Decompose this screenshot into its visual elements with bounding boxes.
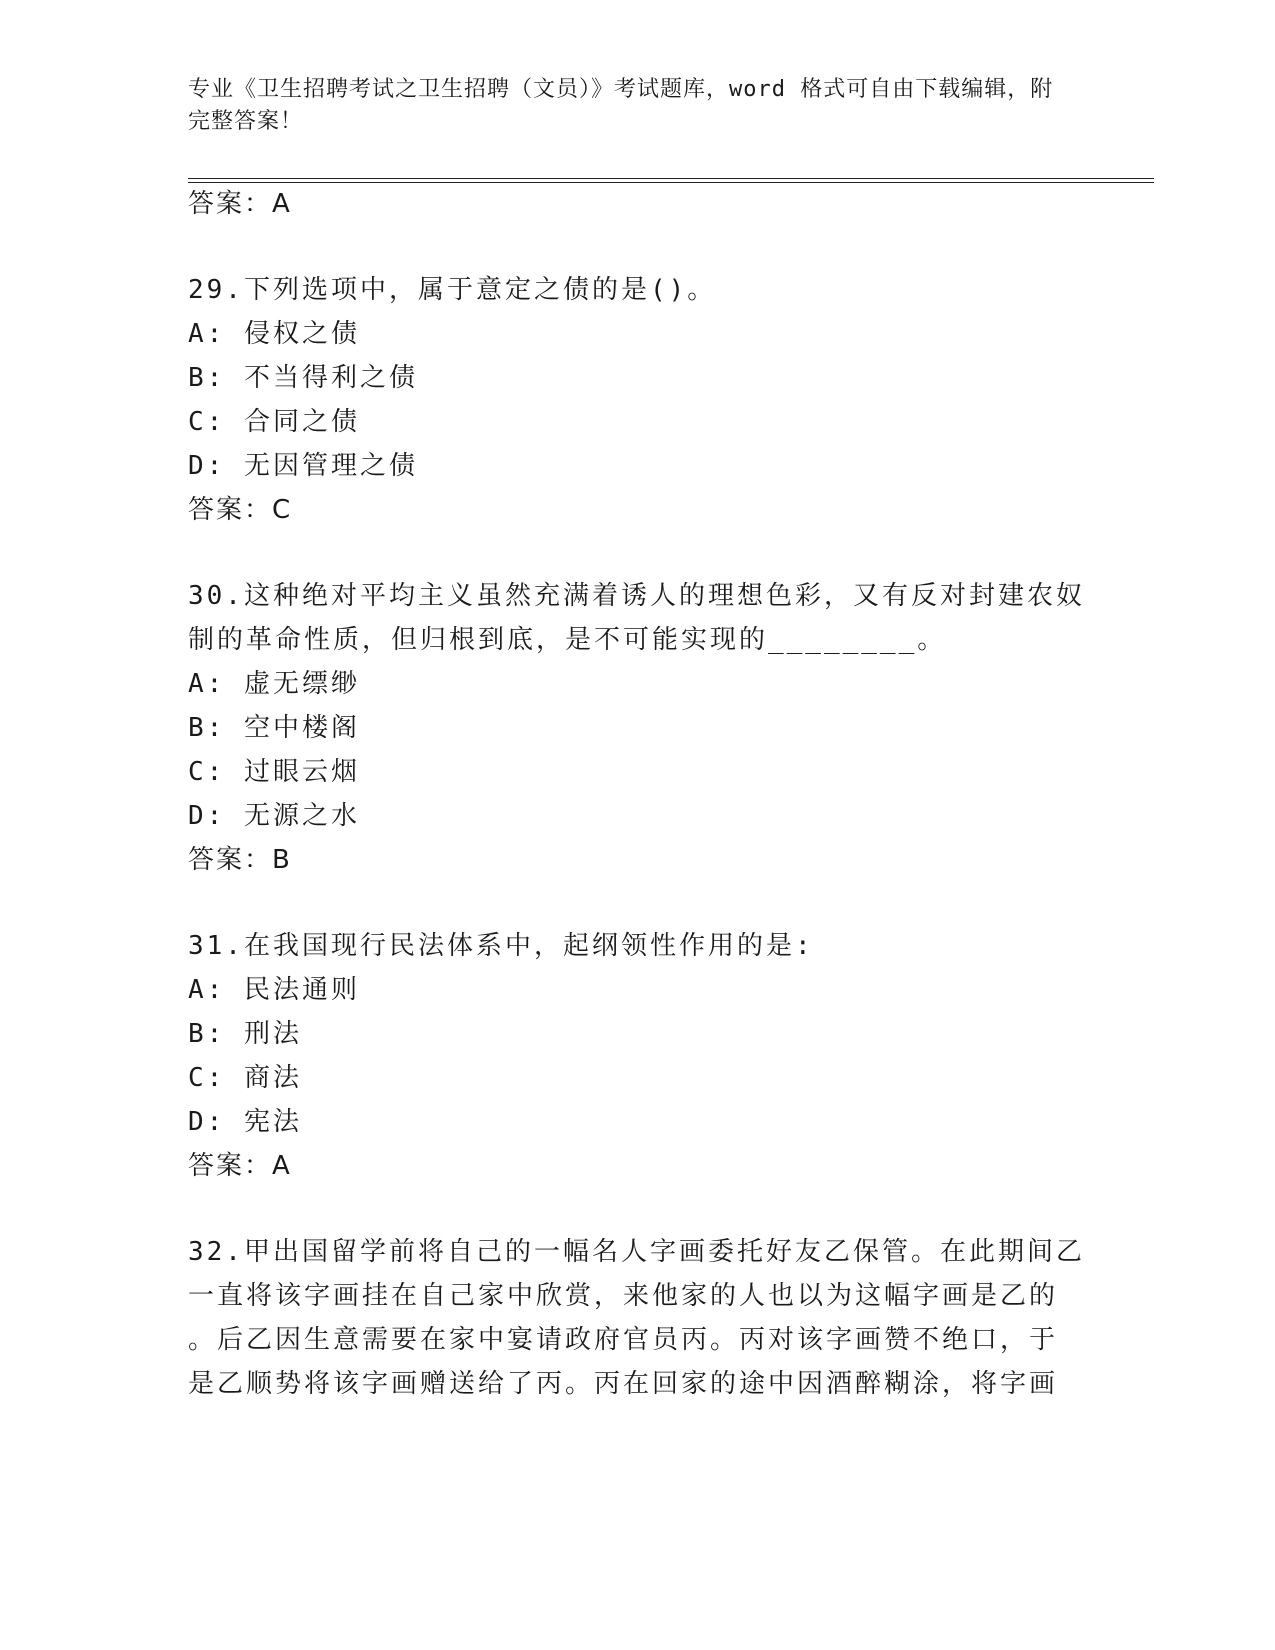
- question-29-option-b: B: 不当得利之债: [188, 363, 418, 393]
- question-29-option-d: D: 无因管理之债: [188, 451, 418, 481]
- question-30-stem-line-2: 制的革命性质，但归根到底，是不可能实现的________。: [188, 625, 947, 655]
- answer-31: 答案：A: [188, 1151, 292, 1181]
- question-31-option-b: B: 刑法: [188, 1019, 302, 1049]
- question-32-stem-line-1: 32.甲出国留学前将自己的一幅名人字画委托好友乙保管。在此期间乙: [188, 1237, 1085, 1267]
- header-divider: [188, 178, 1154, 183]
- question-29-option-c: C: 合同之债: [188, 407, 360, 437]
- answer-28: 答案：A: [188, 189, 292, 219]
- question-32-stem-line-3: 。后乙因生意需要在家中宴请政府官员丙。丙对该字画赞不绝口，于: [188, 1325, 1059, 1355]
- question-31-option-a: A: 民法通则: [188, 975, 360, 1005]
- question-31-option-c: C: 商法: [188, 1063, 302, 1093]
- question-32-stem-line-4: 是乙顺势将该字画赠送给了丙。丙在回家的途中因酒醉糊涂，将字画: [188, 1369, 1059, 1399]
- answer-30: 答案：B: [188, 845, 292, 875]
- question-29-stem: 29.下列选项中，属于意定之债的是()。: [188, 275, 717, 305]
- question-30-stem-line-1: 30.这种绝对平均主义虽然充满着诱人的理想色彩，又有反对封建农奴: [188, 581, 1085, 611]
- question-29-option-a: A: 侵权之债: [188, 319, 360, 349]
- answer-29: 答案：C: [188, 495, 293, 525]
- question-30-option-b: B: 空中楼阁: [188, 713, 360, 743]
- question-30-option-c: C: 过眼云烟: [188, 757, 360, 787]
- question-32-stem-line-2: 一直将该字画挂在自己家中欣赏，来他家的人也以为这幅字画是乙的: [188, 1281, 1059, 1311]
- question-30-option-d: D: 无源之水: [188, 801, 360, 831]
- question-30-option-a: A: 虚无缥缈: [188, 669, 360, 699]
- document-header: 专业《卫生招聘考试之卫生招聘（文员）》考试题库，word 格式可自由下载编辑，附完整答案！: [188, 77, 1054, 134]
- question-31-option-d: D: 宪法: [188, 1107, 302, 1137]
- question-31-stem: 31.在我国现行民法体系中，起纲领性作用的是:: [188, 931, 814, 961]
